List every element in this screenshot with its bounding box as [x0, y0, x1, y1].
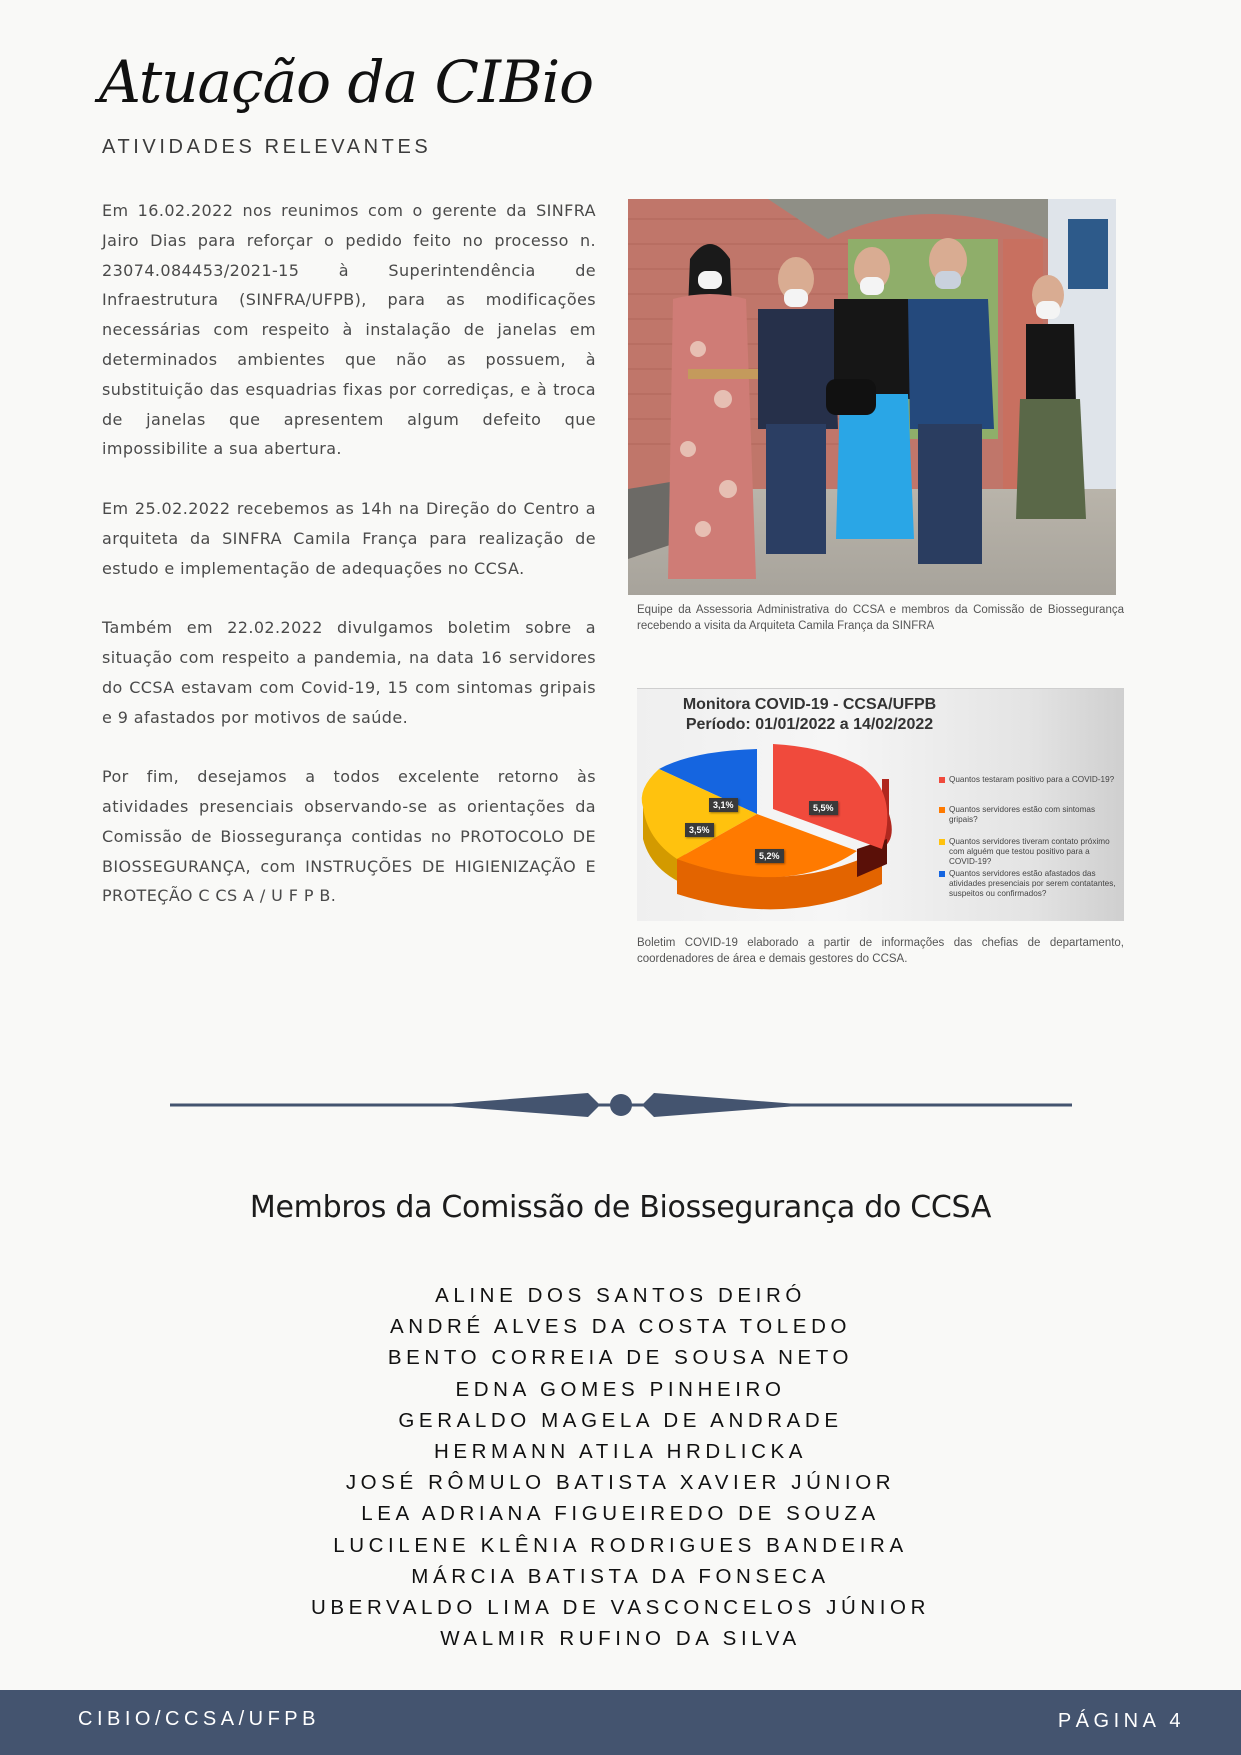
chart-title-line: Monitora COVID-19 - CCSA/UFPB: [682, 696, 937, 713]
legend-label: Quantos servidores estão afastados das atividades presenciais por serem contatantes, suspeitos ou confirmados?: [949, 869, 1116, 898]
pie-label-yellow: 3,5%: [685, 823, 714, 837]
legend-swatch-blue: [939, 871, 945, 877]
members-list: [0, 1280, 1241, 1654]
member-name: ANDRÉ ALVES DA COSTA TOLEDO: [389, 1315, 852, 1339]
member-name: MÁRCIA BATISTA DA FONSECA: [411, 1564, 830, 1588]
photo-caption: Equipe da Assessoria Administrativa do CCSA e membros da Comissão de Biossegurança recebendo a visita da Arquiteta Camila França da SINFRA: [637, 604, 1124, 632]
pie-graphic: [637, 689, 937, 921]
chart-subtitle-line: Período: 01/01/2022 a 14/02/2022: [685, 716, 934, 733]
member-name: UBERVALDO LIMA DE VASCONCELOS JÚNIOR: [311, 1596, 930, 1620]
legend-item: [939, 869, 1119, 899]
member-name: BENTO CORREIA DE SOUSA NETO: [387, 1346, 854, 1370]
legend-item: [939, 837, 1119, 867]
pie-label-blue: 3,1%: [709, 798, 738, 812]
covid-pie-chart: [637, 688, 1124, 921]
legend-item: [939, 775, 1119, 785]
page-title: Atuação da CIBio: [99, 48, 594, 116]
footer-org: CIBIO/CCSA/UFPB: [78, 1708, 320, 1730]
legend-label: Quantos servidores estão com sintomas gripais?: [949, 805, 1096, 824]
body-text: [102, 196, 596, 941]
paragraph: Por fim, desejamos a todos excelente retorno às atividades presenciais observando-se as orientações da Comissão de Biossegurança contidas no PROTOCOLO DE BIOSSEGURANÇA, com INSTRUÇÕES DE HIGIENIZAÇÃO E PROTEÇÃO C CS A / U F P B.: [102, 767, 596, 906]
paragraph: Em 16.02.2022 nos reunimos com o gerente da SINFRA Jairo Dias para reforçar o pedido feito no processo n. 23074.084453/2021-15 à Superintendência de Infraestrutura (SINFRA/UFPB), para as modificações necessárias com respeito à instalação de janelas em determinados ambientes que não as possuem, à substituição das esquadrias fixas por corrediças, e à troca de janelas que apresentem algum defeito que impossibilite a sua abertura.: [102, 201, 596, 459]
legend-label: Quantos testaram positivo para a COVID-19?: [949, 775, 1115, 784]
member-name: LEA ADRIANA FIGUEIREDO DE SOUZA: [361, 1502, 880, 1526]
members-heading: Membros da Comissão de Biossegurança do CCSA: [249, 1190, 992, 1225]
legend-item: [939, 805, 1119, 825]
section-subtitle: ATIVIDADES RELEVANTES: [102, 136, 432, 158]
pie-label-red: 5,5%: [809, 801, 838, 815]
page-number: PÁGINA 4: [1057, 1710, 1185, 1732]
chart-caption: Boletim COVID-19 elaborado a partir de informações das chefias de departamento, coordenadores de área e demais gestores do CCSA.: [637, 937, 1124, 965]
page-footer: [0, 1690, 1241, 1755]
member-name: EDNA GOMES PINHEIRO: [455, 1377, 786, 1401]
member-name: JOSÉ RÔMULO BATISTA XAVIER JÚNIOR: [345, 1471, 896, 1495]
legend-swatch-red: [939, 777, 945, 783]
member-name: HERMANN ATILA HRDLICKA: [433, 1440, 808, 1464]
paragraph: Em 25.02.2022 recebemos as 14h na Direção do Centro a arquiteta da SINFRA Camila França para realização de estudo e implementação de adequações no CCSA.: [102, 498, 596, 578]
ornamental-divider: [170, 1090, 1072, 1120]
pie-label-orange: 5,2%: [755, 849, 784, 863]
member-name: GERALDO MAGELA DE ANDRADE: [398, 1408, 843, 1432]
group-photo: [628, 199, 1116, 595]
legend-swatch-yellow: [939, 839, 945, 845]
legend-swatch-orange: [939, 807, 945, 813]
legend-label: Quantos servidores tiveram contato próximo com alguém que testou positivo para a COVID-19?: [949, 837, 1110, 866]
member-name: WALMIR RUFINO DA SILVA: [440, 1627, 801, 1651]
photo-illustration: [628, 199, 1116, 595]
member-name: ALINE DOS SANTOS DEIRÓ: [435, 1284, 806, 1307]
member-name: LUCILENE KLÊNIA RODRIGUES BANDEIRA: [333, 1533, 908, 1557]
paragraph: Também em 22.02.2022 divulgamos boletim sobre a situação com respeito a pandemia, na data 16 servidores do CCSA estavam com Covid-19, 15 com sintomas gripais e 9 afastados por motivos de saúde.: [102, 618, 596, 727]
